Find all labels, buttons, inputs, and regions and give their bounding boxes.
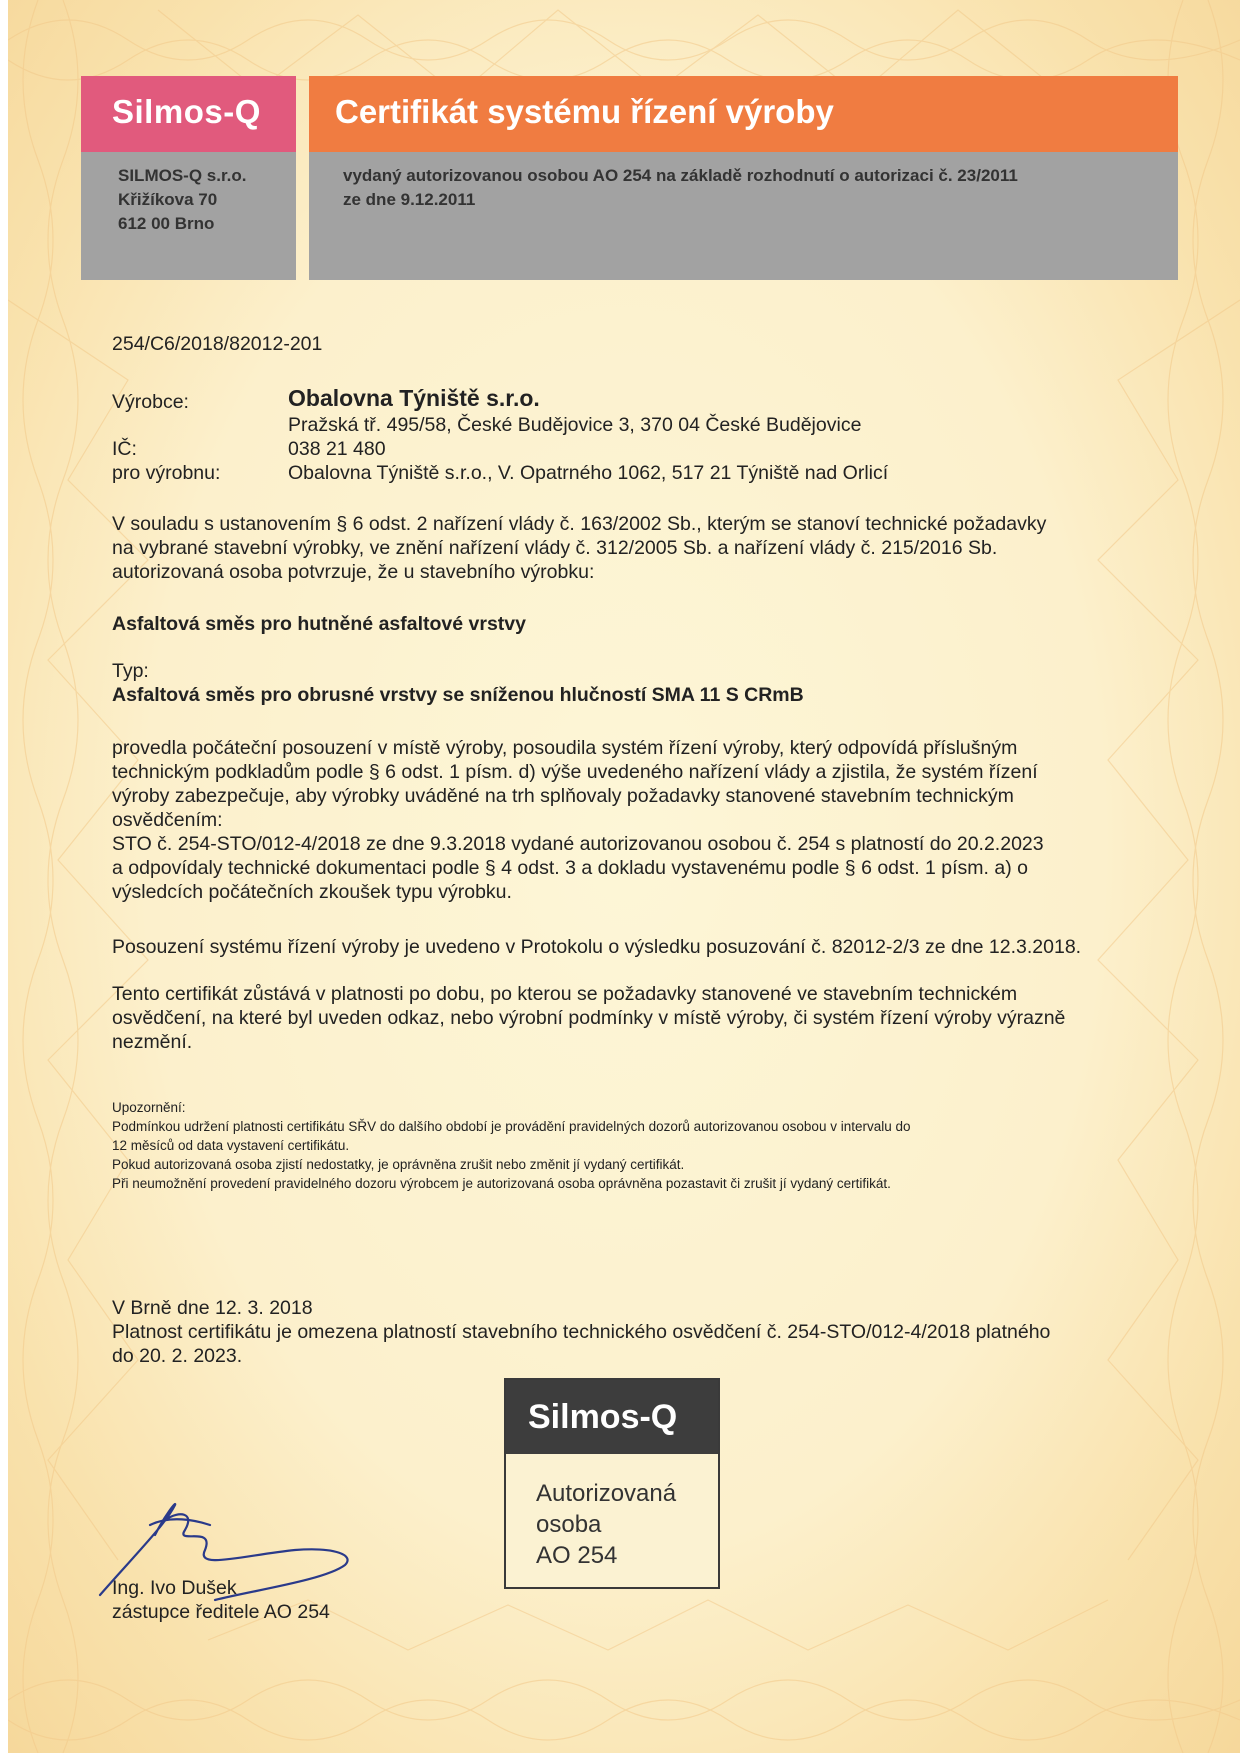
manufacturer-address: Pražská tř. 495/58, České Budějovice 3, 370 04 České Budějovice: [288, 414, 862, 436]
brand-logo: Silmos-Q: [112, 93, 261, 130]
intro-paragraph: [112, 512, 1046, 584]
limit-line: do 20. 2. 2023.: [112, 1345, 243, 1367]
issued-by-text: [343, 164, 1163, 212]
intro-line: autorizovaná osoba potvrzuje, že u stavebního výrobku:: [112, 561, 595, 583]
stamp-line: osoba: [536, 1511, 602, 1538]
validity-line: Tento certifikát zůstává v platnosti po dobu, po kterou se požadavky stanovené ve stavebním technickém: [112, 983, 1018, 1005]
stamp-logo: Silmos-Q: [528, 1398, 678, 1436]
intro-line: V souladu s ustanovením § 6 odst. 2 nařízení vlády č. 163/2002 Sb., kterým se stanoví technické požadavky: [112, 513, 1047, 535]
body-line: a odpovídaly technické dokumentaci podle § 4 odst. 3 a dokladu vystavenému podle § 6 odst. 1 písm. a) o: [112, 857, 1028, 879]
type-value: Asfaltová směs pro obrusné vrstvy se sníženou hlučností SMA 11 S CRmB: [112, 684, 804, 706]
type-label: Typ:: [112, 660, 149, 682]
validity-limit: [112, 1320, 1050, 1368]
signatory-name: Ing. Ivo Dušek: [112, 1577, 237, 1599]
notice-line: Při neumožnění provedení pravidelného dozoru výrobcem je autorizovaná osoba oprávněna pozastavit či zrušit jí vydaný certifikát.: [112, 1176, 891, 1191]
plant-label: pro výrobnu:: [112, 462, 221, 484]
certificate-number: 254/C6/2018/82012-201: [112, 333, 323, 355]
validity-paragraph: [112, 982, 1065, 1054]
body-line: osvědčením:: [112, 809, 223, 831]
stamp-line: AO 254: [536, 1542, 618, 1569]
manufacturer-label: Výrobce:: [112, 391, 189, 413]
ic-label: IČ:: [112, 438, 137, 460]
body-line: technickým podkladům podle § 6 odst. 1 písm. d) výše uvedeného nařízení vlády a zjistila, že systém řízení: [112, 761, 1038, 783]
issued-line: vydaný autorizovanou osobou AO 254 na základě rozhodnutí o autorizaci č. 23/2011: [343, 166, 1018, 185]
ic-value: 038 21 480: [288, 438, 386, 460]
protocol-reference: Posouzení systému řízení výroby je uvedeno v Protokolu o výsledku posuzování č. 82012-2/3 ze dne 12.3.2018.: [112, 936, 1082, 958]
manufacturer-name: Obalovna Týniště s.r.o.: [288, 385, 540, 411]
address-line: SILMOS-Q s.r.o.: [118, 166, 247, 185]
notice-line: Pokud autorizovaná osoba zjistí nedostatky, je oprávněna zrušit nebo změnit jí vydaný certifikát.: [112, 1157, 685, 1172]
notice-title: Upozornění:: [112, 1100, 186, 1115]
place-date: V Brně dne 12. 3. 2018: [112, 1297, 313, 1319]
issuer-address: [118, 164, 246, 236]
stamp-line: Autorizovaná: [536, 1480, 677, 1507]
notice-line: 12 měsíců od data vystavení certifikátu.: [112, 1138, 350, 1153]
certificate-title: Certifikát systému řízení výroby: [335, 93, 834, 130]
plant-value: Obalovna Týniště s.r.o., V. Opatrného 1062, 517 21 Týniště nad Orlicí: [288, 462, 889, 484]
notice-block: [112, 1098, 911, 1193]
address-line: Křižíkova 70: [118, 190, 218, 209]
body-line: STO č. 254-STO/012-4/2018 ze dne 9.3.2018 vydané autorizovanou osobou č. 254 s platností do 20.2.2023: [112, 833, 1044, 855]
notice-line: Podmínkou udržení platnosti certifikátu SŘV do dalšího období je provádění pravidelných dozorů autorizovanou osobou v intervalu do: [112, 1119, 911, 1134]
validity-line: nezmění.: [112, 1031, 193, 1053]
product-name: Asfaltová směs pro hutněné asfaltové vrstvy: [112, 613, 526, 635]
issued-line: ze dne 9.12.2011: [343, 190, 476, 209]
address-line: 612 00 Brno: [118, 214, 215, 233]
intro-line: na vybrané stavební výrobky, ve znění nařízení vlády č. 312/2005 Sb. a nařízení vlády č. 215/2016 Sb.: [112, 537, 998, 559]
body-line: výsledcích počátečních zkoušek typu výrobku.: [112, 881, 512, 903]
limit-line: Platnost certifikátu je omezena platností stavebního technického osvědčení č. 254-STO/012-4/2018 platného: [112, 1321, 1051, 1343]
signatory-role: zástupce ředitele AO 254: [112, 1601, 330, 1623]
body-line: výroby zabezpečuje, aby výrobky uváděné na trh splňovaly požadavky stanovené stavebním technickým: [112, 785, 1014, 807]
authorization-stamp: [504, 1378, 720, 1589]
validity-line: osvědčení, na které byl uveden odkaz, nebo výrobní podmínky v místě výroby, či systém řízení výroby výrazně: [112, 1007, 1066, 1029]
body-line: provedla počáteční posouzení v místě výroby, posoudila systém řízení výroby, který odpovídá příslušným: [112, 737, 1018, 759]
assessment-paragraph: [112, 736, 1044, 904]
